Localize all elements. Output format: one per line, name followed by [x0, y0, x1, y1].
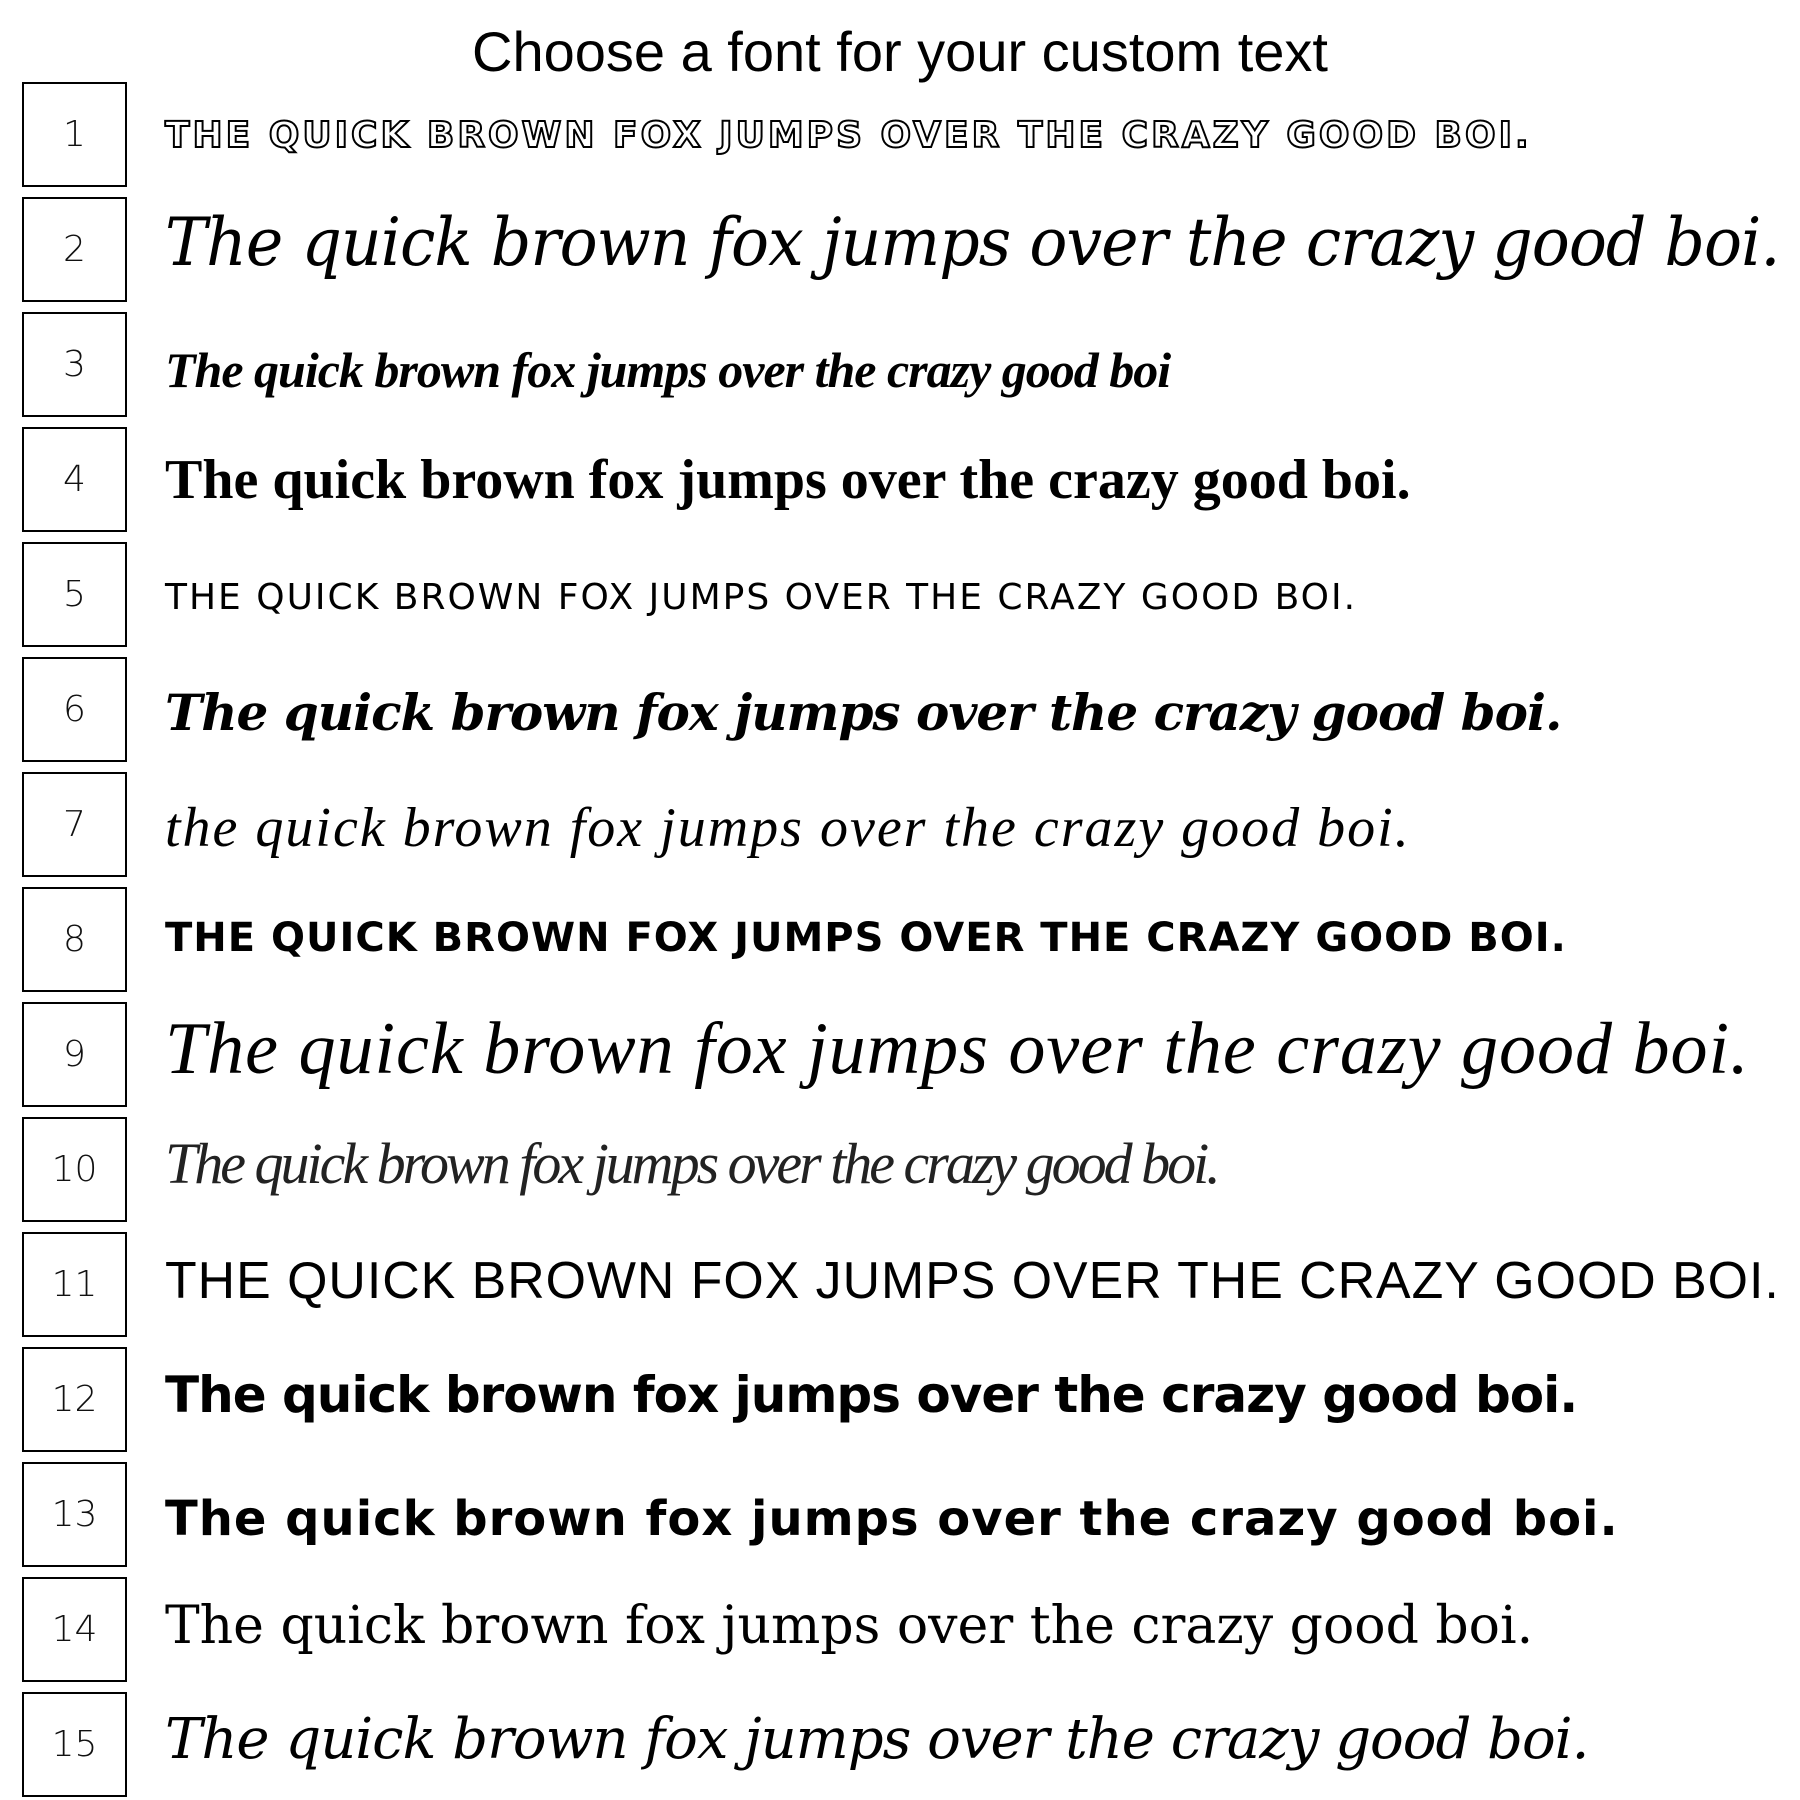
font-number-box: 1: [22, 82, 127, 187]
font-sample-text: The quick brown fox jumps over the crazy good boi.: [165, 1596, 1534, 1656]
font-sample-text: The quick brown fox jumps over the crazy good boi.: [165, 1491, 1619, 1547]
font-sample-text: The quick brown fox jumps over the crazy good boi.: [165, 204, 1780, 281]
font-sample-text: The quick brown fox jumps over the crazy good boi.: [165, 1707, 1589, 1772]
font-sample-text: the quick brown fox jumps over the crazy good boi.: [165, 797, 1411, 859]
font-number-box: 13: [22, 1462, 127, 1567]
font-number-box: 2: [22, 197, 127, 302]
font-sample-text: THE QUICK BROWN FOX JUMPS OVER THE CRAZY GOOD BOI.: [165, 1252, 1780, 1310]
font-number-box: 14: [22, 1577, 127, 1682]
font-sample-text: The quick brown fox jumps over the crazy good boi.: [165, 1366, 1578, 1424]
font-number-box: 3: [22, 312, 127, 417]
font-sample-text: The quick brown fox jumps over the crazy good boi: [165, 342, 1171, 398]
font-sample-text: THE QUICK BROWN FOX JUMPS OVER THE CRAZY GOOD BOI.: [165, 577, 1358, 618]
font-number-box: 11: [22, 1232, 127, 1337]
font-number-box: 12: [22, 1347, 127, 1452]
page-title: Choose a font for your custom text: [472, 20, 1328, 83]
font-number-box: 4: [22, 427, 127, 532]
font-sample-text: The quick brown fox jumps over the crazy good boi.: [165, 1131, 1218, 1196]
font-sample-text: The quick brown fox jumps over the crazy good boi.: [165, 1008, 1750, 1090]
font-number-box: 8: [22, 887, 127, 992]
font-number-box: 5: [22, 542, 127, 647]
font-sample-text: THE QUICK BROWN FOX JUMPS OVER THE CRAZY GOOD BOI.: [165, 915, 1567, 961]
font-number-box: 10: [22, 1117, 127, 1222]
font-number-box: 15: [22, 1692, 127, 1797]
font-sample-text: THE QUICK BROWN FOX JUMPS OVER THE CRAZY GOOD BOI.: [165, 115, 1532, 156]
font-number-box: 9: [22, 1002, 127, 1107]
font-number-box: 7: [22, 772, 127, 877]
font-sample-text: The quick brown fox jumps over the crazy good boi.: [165, 449, 1411, 511]
font-number-box: 6: [22, 657, 127, 762]
font-sample-text: The quick brown fox jumps over the crazy good boi.: [165, 683, 1562, 742]
